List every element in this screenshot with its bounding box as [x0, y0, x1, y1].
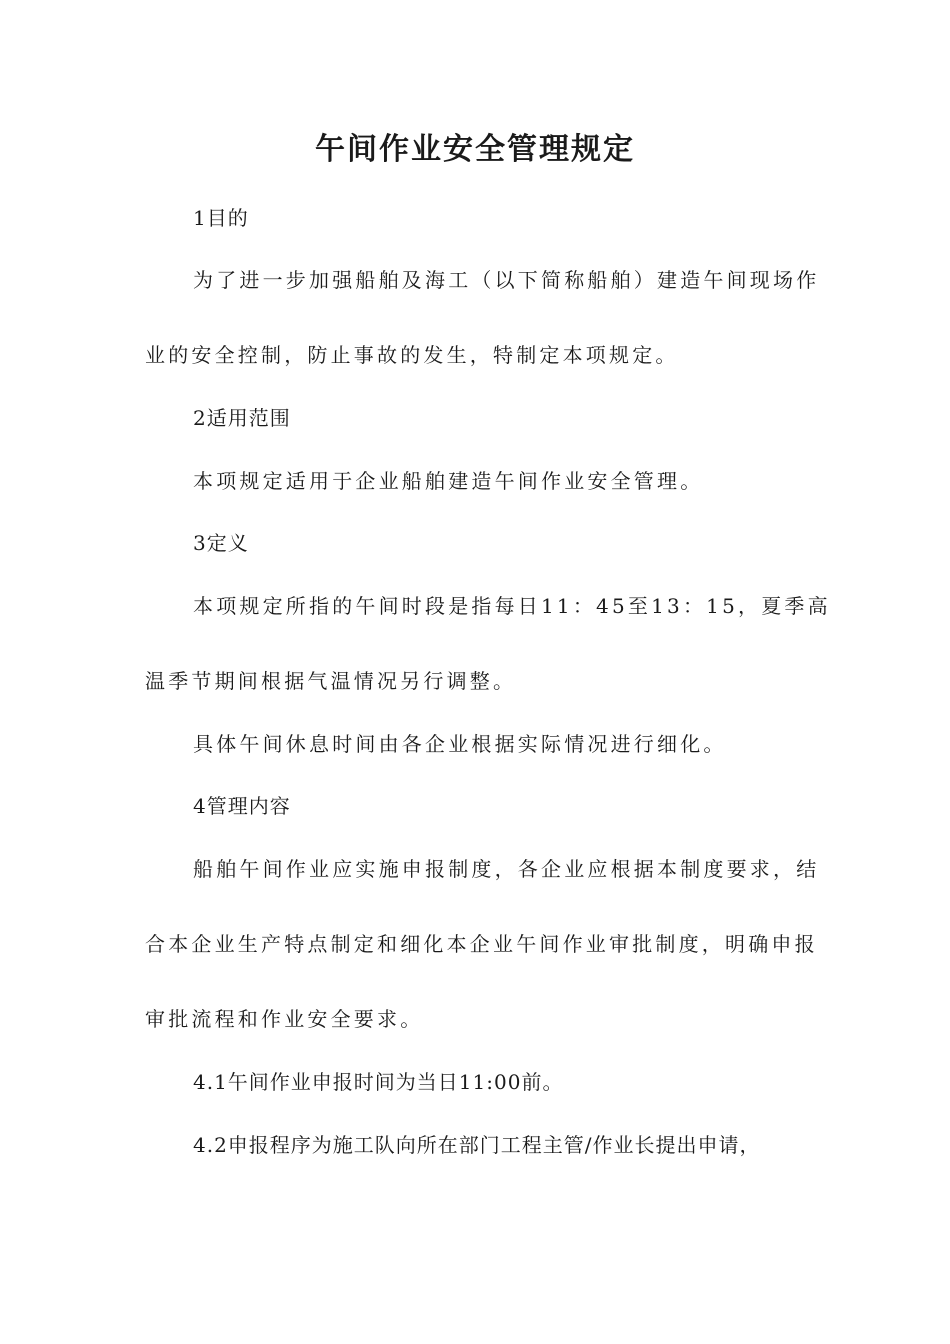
paragraph-line: 为了进一步加强船舶及海工（以下简称船舶）建造午间现场作 [193, 268, 820, 292]
clause-4-1: 4.1午间作业申报时间为当日11:00前。 [193, 1070, 564, 1094]
paragraph-line: 业的安全控制，防止事故的发生，特制定本项规定。 [145, 343, 679, 367]
section-heading-scope: 2适用范围 [193, 406, 291, 430]
paragraph-line: 船舶午间作业应实施申报制度，各企业应根据本制度要求，结 [193, 857, 820, 881]
section-heading-management: 4管理内容 [193, 794, 291, 818]
section-heading-definition: 3定义 [193, 531, 249, 555]
paragraph-line: 具体午间休息时间由各企业根据实际情况进行细化。 [193, 732, 727, 756]
paragraph-line: 合本企业生产特点制定和细化本企业午间作业审批制度，明确申报 [145, 932, 818, 956]
paragraph-line: 审批流程和作业安全要求。 [145, 1007, 424, 1031]
clause-4-2: 4.2申报程序为施工队向所在部门工程主管/作业长提出申请， [193, 1133, 761, 1157]
paragraph-line: 本项规定所指的午间时段是指每日11：45至13：15，夏季高 [193, 594, 831, 618]
paragraph-line: 温季节期间根据气温情况另行调整。 [145, 669, 517, 693]
paragraph-line: 本项规定适用于企业船舶建造午间作业安全管理。 [193, 469, 704, 493]
section-heading-purpose: 1目的 [193, 206, 249, 230]
page-title: 午间作业安全管理规定 [315, 132, 635, 167]
